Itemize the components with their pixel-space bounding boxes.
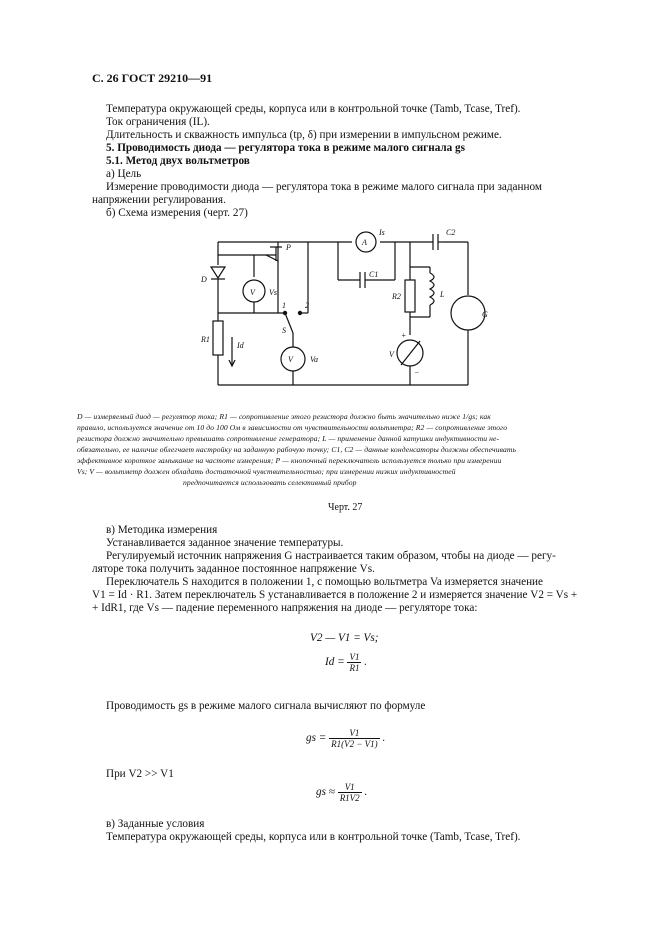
label-pos-2: 2 <box>305 301 309 310</box>
scheme-label: б) Схема измерения (черт. 27) <box>106 207 248 219</box>
method-p3b: V1 = Id · R1. Затем переключатель S устанавливается в положение 2 и измеряется значение V2 = Vs + <box>92 589 578 601</box>
caption-line: правило, используется значение от 10 до 100 Ом в зависимости от чувствительности вольтметра; R2 — сопротивление этого <box>77 423 508 432</box>
label-g: G <box>482 310 488 319</box>
formula-2-den: R1 <box>349 663 360 673</box>
caption-line: Vs; V — вольтметр должен обладать достаточной чувствительностью; при измерении низких индуктивностей <box>77 467 456 476</box>
label-id: Id <box>237 341 244 350</box>
subsection-title: 5.1. Метод двух вольтметров <box>106 155 250 167</box>
label-plus: + <box>401 331 407 340</box>
method-p2b: ляторе тока получить заданное постоянное напряжение Vs. <box>92 563 375 575</box>
formula-2-end: . <box>364 656 368 669</box>
caption-line: обязательно, ее наличие облегчает настройку на заданную рабочую точку; C1, C2 — данные конденсаторы должны обеспечивать <box>77 445 517 454</box>
intro-line-pulse: Длительность и скважность импульса (tp, δ) при измерении в импульсном режиме. <box>106 129 502 141</box>
formula-2-left: Id = <box>325 656 345 669</box>
caption-line: эффективное короткое замыкание на частоте измерения; P — кнопочный переключатель используется только при измерении <box>77 456 502 465</box>
label-r1: R1 <box>201 335 210 344</box>
formula-4 <box>316 782 367 803</box>
label-a: A <box>362 238 367 247</box>
label-c2: C2 <box>446 228 456 237</box>
given-label: в) Заданные условия <box>106 818 205 830</box>
given-text: Температура окружающей среды, корпуса или в контрольной точке (Tamb, Tcase, Tref). <box>106 831 521 843</box>
label-va: Va <box>310 355 318 364</box>
label-minus: − <box>414 368 420 377</box>
purpose-text-1: Измерение проводимости диода — регулятора тока в режиме малого сигнала при заданном <box>106 181 542 193</box>
formula-3-den: R1(V2 − V1) <box>331 739 378 749</box>
label-d: D <box>201 275 207 284</box>
purpose-label: а) Цель <box>106 168 142 180</box>
section-title: 5. Проводимость диода — регулятора тока в режиме малого сигнала gs <box>106 142 466 154</box>
intro-line-temperature: Температура окружающей среды, корпуса или в контрольной точке (Tamb, Tcase, Tref). <box>106 103 521 115</box>
circuit-diagram <box>190 225 500 390</box>
formula-4-den: R1V2 <box>339 793 360 803</box>
method-p3c: + IdR1, где Vs — падение переменного напряжения на диоде — регуляторе тока: <box>92 602 478 614</box>
label-r2: R2 <box>392 292 401 301</box>
formula-3-end: . <box>382 732 386 745</box>
method-p3a: Переключатель S находится в положении 1, с помощью вольтметра Va измеряется значение <box>106 576 544 588</box>
formula-4-end: . <box>364 786 368 799</box>
formula-4-left: gs ≈ <box>316 786 335 799</box>
formula-3-left: gs = <box>306 732 327 745</box>
label-s: S <box>282 326 286 335</box>
page-header: С. 26 ГОСТ 29210—91 <box>92 71 213 85</box>
formula-2 <box>325 652 367 673</box>
formula-4-num: V1 <box>338 782 362 793</box>
label-c1: C1 <box>369 270 379 279</box>
condition-text: При V2 >> V1 <box>106 768 174 780</box>
method-p2a: Регулируемый источник напряжения G настраивается таким образом, чтобы на диоде — регу- <box>106 550 556 562</box>
label-v-in-circle: V <box>250 288 255 297</box>
caption-line: D — измеряемый диод — регулятор тока; R1 — сопротивление этого резистора должно быть значительно ниже 1/gs; как <box>77 412 491 421</box>
method-p1: Устанавливается заданное значение температуры. <box>106 537 344 549</box>
label-pos-1: 1 <box>282 301 286 310</box>
label-va-circle: V <box>288 355 293 364</box>
purpose-text-2: напряжении регулирования. <box>92 194 226 206</box>
label-l: L <box>440 290 445 299</box>
label-p: P <box>286 243 291 252</box>
figure-number: Черт. 27 <box>328 502 363 513</box>
formula-1: V2 — V1 = Vs; <box>310 632 379 644</box>
caption-line: резистора должно значительно превышать сопротивление генератора; L — применение данной катушки индуктивности не- <box>77 434 500 443</box>
label-vs: Vs <box>269 288 277 297</box>
conductance-text: Проводимость gs в режиме малого сигнала вычисляют по формуле <box>106 700 426 712</box>
caption-line: предпочитается использовать селективный прибор <box>183 478 357 487</box>
formula-3-num: V1 <box>329 728 380 739</box>
label-is: Is <box>379 228 385 237</box>
formula-3 <box>306 728 385 749</box>
intro-line-limit-current: Ток ограничения (IL). <box>106 116 210 128</box>
formula-2-num: V1 <box>349 652 360 662</box>
label-v: V <box>389 350 394 359</box>
method-label: в) Методика измерения <box>106 524 218 536</box>
